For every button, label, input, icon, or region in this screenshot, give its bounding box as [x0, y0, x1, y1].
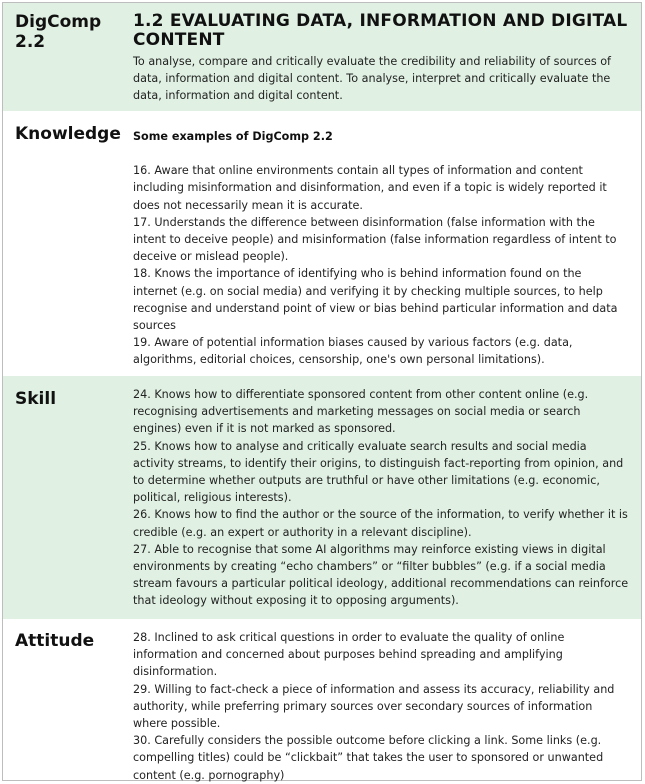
knowledge-row	[3, 111, 641, 376]
skill-item-27: 27. Able to recognise that some AI algorithms may reinforce existing views in digital environments by creating “echo chambers” or “filter bubbles” (e.g. if a social media stream favours a particular political ideology, additional recommendations can reinforce that ideology without exposing it to opposing arguments).	[133, 542, 629, 608]
skill-item-25: 25. Knows how to analyse and critically evaluate search results and social media activity streams, to identify their origins, to distinguish fact-reporting from opinion, and to determine whether outputs are truthful or have other limitations (e.g. economic, political, religious interests).	[133, 439, 624, 505]
attitude-item-28: 28. Inclined to ask critical questions in order to evaluate the quality of online information and concerned about purposes behind spreading and amplifying disinformation.	[133, 631, 565, 679]
header-content	[133, 12, 629, 105]
attitude-content	[133, 629, 629, 784]
competence-title-line1: 1.2 EVALUATING DATA, INFORMATION AND DIGITAL	[133, 11, 628, 31]
attitude-item-29: 29. Willing to fact-check a piece of information and assess its accuracy, reliability and authority, while preferring primary sources over secondary sources of information where possible.	[133, 682, 615, 731]
knowledge-item-18: 18. Knows the importance of identifying who is behind information found on the internet (e.g. on social media) and verifying it by checking multiple sources, to help recognise and understand point of view or bias behind particular information and data sources	[133, 267, 618, 333]
knowledge-item-16: 16. Aware that online environments contain all types of information and content including misinformation and disinformation, and even if a topic is widely reported it does not necessarily mean it is accurate.	[133, 164, 607, 212]
knowledge-label: Knowledge	[15, 124, 121, 144]
skill-row	[3, 376, 641, 619]
competence-title	[133, 12, 629, 50]
attitude-item-30: 30. Carefully considers the possible outcome before clicking a link. Some links (e.g. compelling titles) could be “clickbait” that takes the user to sponsored or unwanted content (e.g. pornography)	[133, 734, 604, 782]
competence-table	[2, 2, 642, 781]
framework-label-line1: DigComp	[15, 12, 102, 32]
skill-item-24: 24. Knows how to differentiate sponsored content from other content online (e.g. recognising advertisements and marketing messages on social media or search engines) even if it is not marked as sponsored.	[133, 388, 589, 436]
knowledge-item-19: 19. Aware of potential information biases caused by various factors (e.g. data, algorithms, editorial choices, censorship, one's own personal limitations).	[133, 336, 573, 367]
skill-item-26: 26. Knows how to find the author or the source of the information, to verify whether it is credible (e.g. an expert or authority in a relevant discipline).	[133, 508, 628, 539]
attitude-label: Attitude	[15, 631, 95, 651]
knowledge-item-17: 17. Understands the difference between disinformation (false information with the intent to deceive people) and misinformation (false information regardless of intent to deceive or mislead people).	[133, 215, 617, 264]
skill-content	[133, 386, 629, 610]
skill-label: Skill	[15, 389, 57, 409]
header-row	[3, 3, 641, 111]
competence-title-line2: CONTENT	[133, 30, 225, 50]
competence-description: To analyse, compare and critically evaluate the credibility and reliability of sources of data, information and digital content. To analyse, interpret and critically evaluate the data, information and digital content.	[133, 55, 611, 103]
framework-label-line2: 2.2	[15, 32, 46, 52]
attitude-row	[3, 619, 641, 780]
knowledge-subtitle: Some examples of DigComp 2.2	[133, 130, 333, 143]
knowledge-content	[133, 128, 629, 369]
framework-label	[15, 12, 101, 52]
